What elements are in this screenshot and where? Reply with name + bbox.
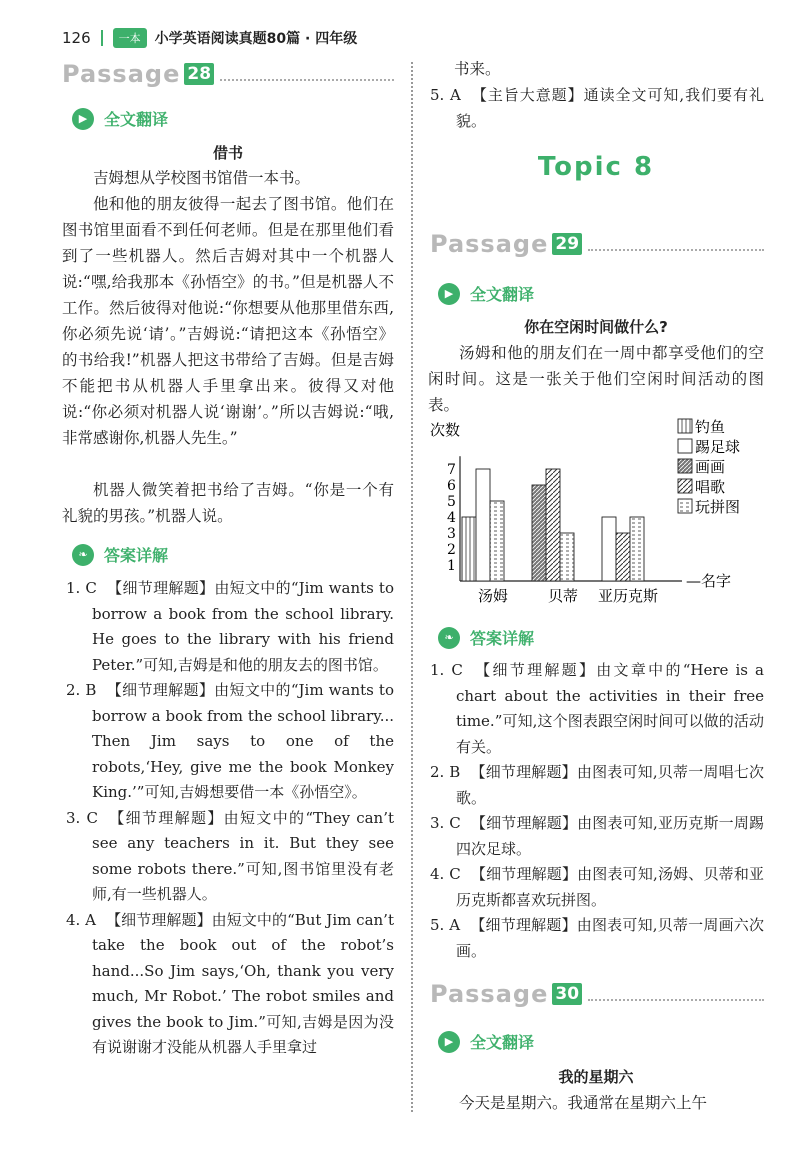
passage-heading-30 [430, 980, 764, 1008]
passage-heading-28 [62, 60, 394, 88]
answer-item [66, 806, 394, 908]
answer-number: 5. [430, 86, 451, 104]
passage-word: Passage [62, 60, 181, 88]
answer-number: 1. [66, 579, 86, 597]
dotted-rule [588, 237, 764, 251]
passage-number: 30 [552, 983, 582, 1005]
section-label: 全文翻译 [470, 285, 535, 304]
section-label: 答案详解 [470, 629, 535, 648]
answer-5-prev [430, 83, 764, 134]
section-translation [438, 1030, 534, 1053]
y-tick-label: 4 [447, 510, 456, 526]
answer-number: 4. [66, 910, 86, 929]
answer-letter: B [449, 763, 461, 781]
answer-text: 【细节理解题】由图表可知,汤姆、贝蒂和亚历克斯都喜欢玩拼图。 [456, 865, 764, 909]
chart-svg [428, 413, 764, 613]
passage-word: Passage [430, 230, 549, 258]
answer-text: 【细节理解题】由图表可知,贝蒂一周唱七次歌。 [456, 763, 764, 807]
answer-letter: C [86, 808, 98, 827]
answer-text: 【主旨大意题】通读全文可知,我们要有礼貌。 [456, 86, 764, 130]
book-title: 小学英语阅读真题80篇 · 四年级 [154, 31, 358, 47]
bar-玩拼图 [560, 533, 574, 581]
category-label: 亚历克斯 [598, 587, 659, 605]
legend-swatch [678, 459, 692, 473]
bar-玩拼图 [630, 517, 644, 581]
answer-letter: B [85, 681, 97, 699]
answer-item [430, 658, 764, 760]
legend-label: 画画 [695, 458, 726, 476]
answer-number: 5. [430, 916, 450, 934]
answer-text: 【细节理解题】由短文中的“But Jim can’t take the book out of the robot’s hand...So Jim says,‘Oh, thank you very much, Mr Robot.’ The robot smiles and gives the book to Jim.”可知,吉姆是因为没有说谢谢才没能从机器人手里拿过 [92, 910, 394, 1056]
article-title: 借书 [212, 144, 243, 162]
bar-钓鱼 [462, 517, 476, 581]
section-label: 答案详解 [104, 546, 169, 565]
category-label: 汤姆 [478, 587, 509, 605]
bar-唱歌 [616, 533, 630, 581]
bar-画画 [532, 485, 546, 581]
y-tick-label: 1 [447, 558, 456, 574]
page-header [62, 26, 357, 50]
answer-text: 【细节理解题】由短文中的“Jim wants to borrow a book from the school library... Then Jim says to one of the robots,‘Hey, give me the book Monkey King.’”可知,吉姆想要借一本《孙悟空》。 [92, 681, 394, 801]
answer-text: 【细节理解题】由图表可知,贝蒂一周画六次画。 [456, 916, 764, 960]
passage-number: 29 [552, 233, 582, 255]
answer-item [430, 913, 764, 964]
legend-label: 玩拼图 [695, 498, 741, 516]
y-axis-label: 次数 [430, 421, 461, 439]
answer-text: 【细节理解题】由短文中的“Jim wants to borrow a book from the school library. He goes to the library with his friend Peter.”可知,吉姆是和他的朋友去的图书馆。 [92, 579, 394, 674]
article-title: 你在空闲时间做什么? [524, 318, 668, 336]
legend-label: 唱歌 [695, 478, 726, 496]
answer-number: 3. [430, 814, 450, 832]
legend-swatch [678, 439, 692, 453]
x-axis-label: —名字 [686, 572, 732, 590]
play-icon: ▶ [438, 1031, 460, 1053]
column-divider [411, 62, 413, 1112]
answer-letter: C [449, 814, 461, 832]
section-translation [72, 107, 168, 130]
answer-number: 2. [66, 681, 86, 699]
page-number: 126 [62, 29, 91, 47]
play-icon: ▶ [438, 283, 460, 305]
answer-letter: A [450, 86, 461, 104]
y-tick-label: 5 [447, 494, 456, 510]
section-label: 全文翻译 [104, 110, 169, 129]
bar-唱歌 [546, 469, 560, 581]
paragraph-3: 机器人微笑着把书给了吉姆。“你是一个有礼貌的男孩。”机器人说。 [62, 481, 394, 525]
answer-letter: A [449, 916, 461, 934]
answer-item [66, 678, 394, 806]
answer-number: 1. [430, 661, 452, 679]
y-tick-label: 7 [447, 462, 456, 478]
brand-logo: 一本 [113, 28, 147, 48]
leaf-icon: ❧ [438, 627, 460, 649]
legend-swatch [678, 499, 692, 513]
y-tick-label: 2 [447, 542, 456, 558]
answer-item [430, 862, 764, 913]
play-icon: ▶ [72, 108, 94, 130]
paragraph-2: 他和他的朋友彼得一起去了图书馆。他们在图书馆里面看不到任何老师。但是在那里他们看到了一些机器人。然后吉姆对其中一个机器人说:“嘿,给我那本《孙悟空》的书。”但是机器人不工作。然后彼得对他说:“你想要从他那里借东西,你必须先说‘请’。”吉姆说:“请把这本《孙悟空》的书给我!”机器人把这书带给了吉姆。但是吉姆不能把书从机器人手里拿出来。彼得又对他说:“你必须对机器人说‘谢谢’。”所以吉姆说:“哦,非常感谢你,机器人先生。” [62, 195, 394, 447]
answer-letter: A [85, 910, 97, 929]
section-answers [438, 626, 534, 649]
answer-text: 【细节理解题】由短文中的“They can’t see any teachers in it. But they see some robots there.”可知,图书馆里没有老师,有一些机器人。 [92, 808, 394, 903]
answer-letter: C [451, 661, 463, 679]
passage-heading-29 [430, 230, 764, 258]
legend-label: 踢足球 [695, 438, 741, 456]
dotted-rule [220, 67, 394, 81]
answer-text: 【细节理解题】由文章中的“Here is a chart about the activities in their free time.”可知,这个图表跟空闲时间可以做的活动有关。 [456, 661, 764, 756]
legend-swatch [678, 419, 692, 433]
answer-item [430, 760, 764, 811]
paragraph-1: 汤姆和他的朋友们在一周中都享受他们的空闲时间。这是一张关于他们空闲时间活动的图表。 [428, 344, 764, 414]
section-label: 全文翻译 [470, 1033, 535, 1052]
answer-number: 2. [430, 763, 450, 781]
passage-number: 28 [184, 63, 214, 85]
legend-label: 钓鱼 [695, 418, 726, 436]
section-answers [72, 543, 168, 566]
bar-玩拼图 [490, 501, 504, 581]
section-translation [438, 282, 534, 305]
header-divider [101, 30, 103, 46]
y-tick-label: 6 [447, 478, 456, 494]
answer-item [66, 908, 394, 1061]
leaf-icon: ❧ [72, 544, 94, 566]
activity-chart [428, 413, 764, 613]
topic-heading: Topic 8 [537, 152, 655, 182]
answer-number: 4. [430, 865, 450, 883]
answer-letter: C [449, 865, 461, 883]
bar-踢足球 [476, 469, 490, 581]
article-title: 我的星期六 [558, 1068, 634, 1086]
continued-text: 书来。 [454, 60, 501, 78]
answer-text: 【细节理解题】由图表可知,亚历克斯一周踢四次足球。 [456, 814, 764, 858]
answer-list-left [66, 576, 394, 1061]
answer-item [66, 576, 394, 678]
answer-item [430, 811, 764, 862]
answer-list-right [430, 658, 764, 964]
bar-踢足球 [602, 517, 616, 581]
paragraph-1: 今天是星期六。我通常在星期六上午 [459, 1094, 708, 1112]
category-label: 贝蒂 [548, 587, 579, 605]
paragraph-1: 吉姆想从学校图书馆借一本书。 [93, 169, 311, 187]
answer-item [430, 83, 764, 134]
y-tick-label: 3 [447, 526, 456, 542]
answer-number: 3. [66, 808, 87, 827]
legend-swatch [678, 479, 692, 493]
passage-word: Passage [430, 980, 549, 1008]
dotted-rule [588, 987, 764, 1001]
answer-letter: C [85, 579, 97, 597]
